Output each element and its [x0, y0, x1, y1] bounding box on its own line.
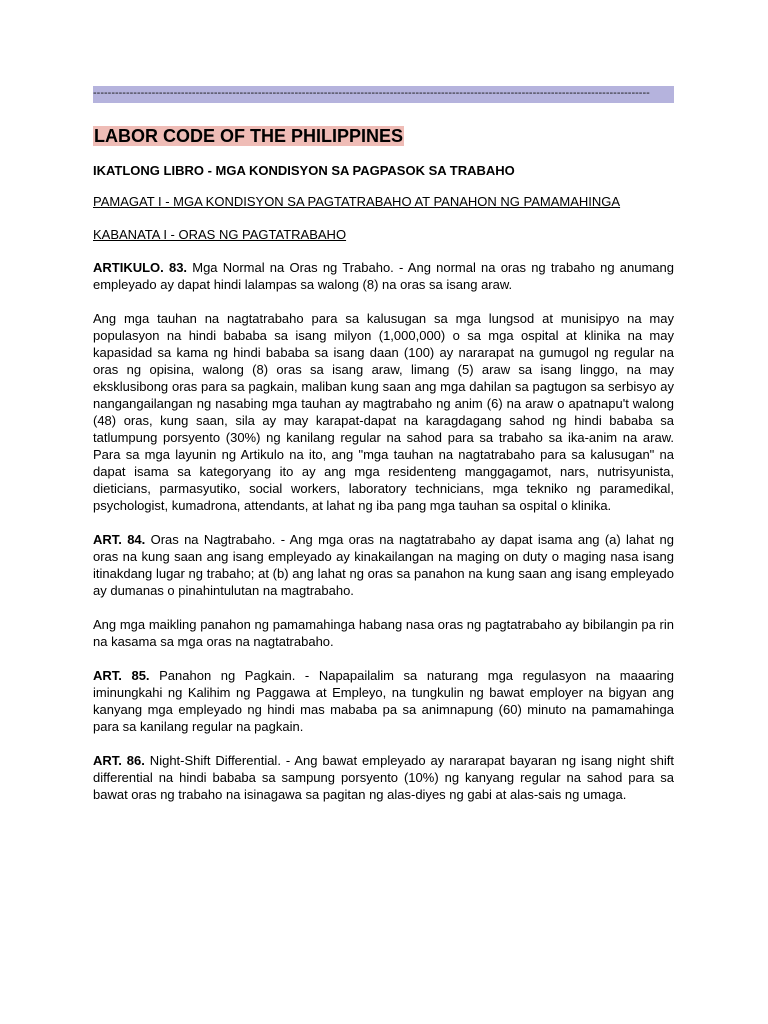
health-personnel-paragraph	[93, 310, 674, 514]
article-text: Panahon ng Pagkain. - Napapailalim sa naturang mga regulasyon na maaaring iminungkahi ng Kalihim ng Paggawa at Empleyo, na tungkulin ng bawat employer na bigyan ang kanyang mga empleyado ng hindi mas mababa pa sa animnapung (60) minuto na pamamahinga para sa kanilang regular na pagkain.	[93, 668, 675, 734]
book-heading: IKATLONG LIBRO - MGA KONDISYON SA PAGPASOK SA TRABAHO	[93, 163, 515, 178]
document-title	[93, 125, 674, 147]
article-label: ARTIKULO. 83.	[93, 260, 188, 275]
article-86-paragraph	[93, 752, 674, 803]
article-label: ART. 86.	[93, 753, 145, 768]
chapter-heading: KABANATA I - ORAS NG PAGTATRABAHO	[93, 227, 347, 242]
title-heading: PAMAGAT I - MGA KONDISYON SA PAGTATRABAHO AT PANAHON NG PAMAMAHINGA	[93, 194, 621, 209]
paragraph-text: Ang mga tauhan na nagtatrabaho para sa kalusugan sa mga lungsod at munisipyo na may populasyon na hindi bababa sa isang milyon (1,000,000) o sa mga ospital at klinika na may kapasidad sa kama ng hindi bababa sa isang daan (100) ay nararapat na gumugol ng regular na oras ng opisina, walong (8) oras sa isang araw, limang (5) araw sa isang linggo, na may eksklusibong oras para sa pagkain, maliban kung saan ang mga dahilan sa pagtugon sa serbisyo ay nangangailangan ng nasabing mga tauhan ay magtrabaho ng anim (6) na araw o apatnapu't walong (48) oras, kung saan, sila ay may karapat-dapat na karagdagang sahod ng hindi bababa sa tatlumpung porsyento (30%) ng kanilang regular na sahod para sa trabaho sa ika-anim na araw. Para sa mga layunin ng Artikulo na ito, ang "mga tauhan na nagtatrabaho para sa kalusugan" na dapat isama sa kategoryang ito ay ang mga residenteng manggagamot, nars, nutrisyunista, dieticians, parmasyutiko, social workers, laboratory technicians, mga tekniko ng paramedikal, psychologist, kumadrona, attendants, at lahat ng iba pang mga tauhan sa ospital o klinika.	[93, 311, 674, 513]
rest-periods-paragraph	[93, 616, 674, 650]
article-text: Night-Shift Differential. - Ang bawat empleyado ay nararapat bayaran ng isang night shift differential na hindi bababa sa sampung porsyento (10%) ng kanyang regular na sahod para sa bawat oras ng trabaho na isinagawa sa pagitan ng alas-diyes ng gabi at alas-sais ng umaga.	[93, 753, 674, 802]
article-text: Mga Normal na Oras ng Trabaho. - Ang normal na oras ng trabaho ng anumang empleyado ay dapat hindi lalampas sa walong (8) na oras sa isang araw.	[93, 260, 674, 292]
article-text: Oras na Nagtrabaho. - Ang mga oras na nagtatrabaho ay dapat isama ang (a) lahat ng oras na kung saan ang isang empleyado ay kinakailangan na maging on duty o maging nasa isang itinakdang lugar ng trabaho; at (b) ang lahat ng oras sa panahon na kung saan ang isang empleyado ay dumanas o pinahintulutan na magtrabaho.	[93, 532, 674, 598]
article-label: ART. 84.	[93, 532, 146, 547]
dashed-rule-bar: --------------------------------------------------------------------------------------------------------------------------------------------------------	[93, 86, 674, 103]
article-84-paragraph	[93, 531, 674, 599]
article-label: ART. 85.	[93, 668, 150, 683]
document-title-text: LABOR CODE OF THE PHILIPPINES	[94, 126, 404, 146]
document-content	[93, 86, 674, 803]
paragraph-text: Ang mga maikling panahon ng pamamahinga habang nasa oras ng pagtatrabaho ay bibilangin pa rin na kasama sa mga oras na nagtatrabaho.	[93, 617, 674, 649]
article-83-paragraph	[93, 259, 674, 293]
article-85-paragraph	[93, 667, 674, 735]
